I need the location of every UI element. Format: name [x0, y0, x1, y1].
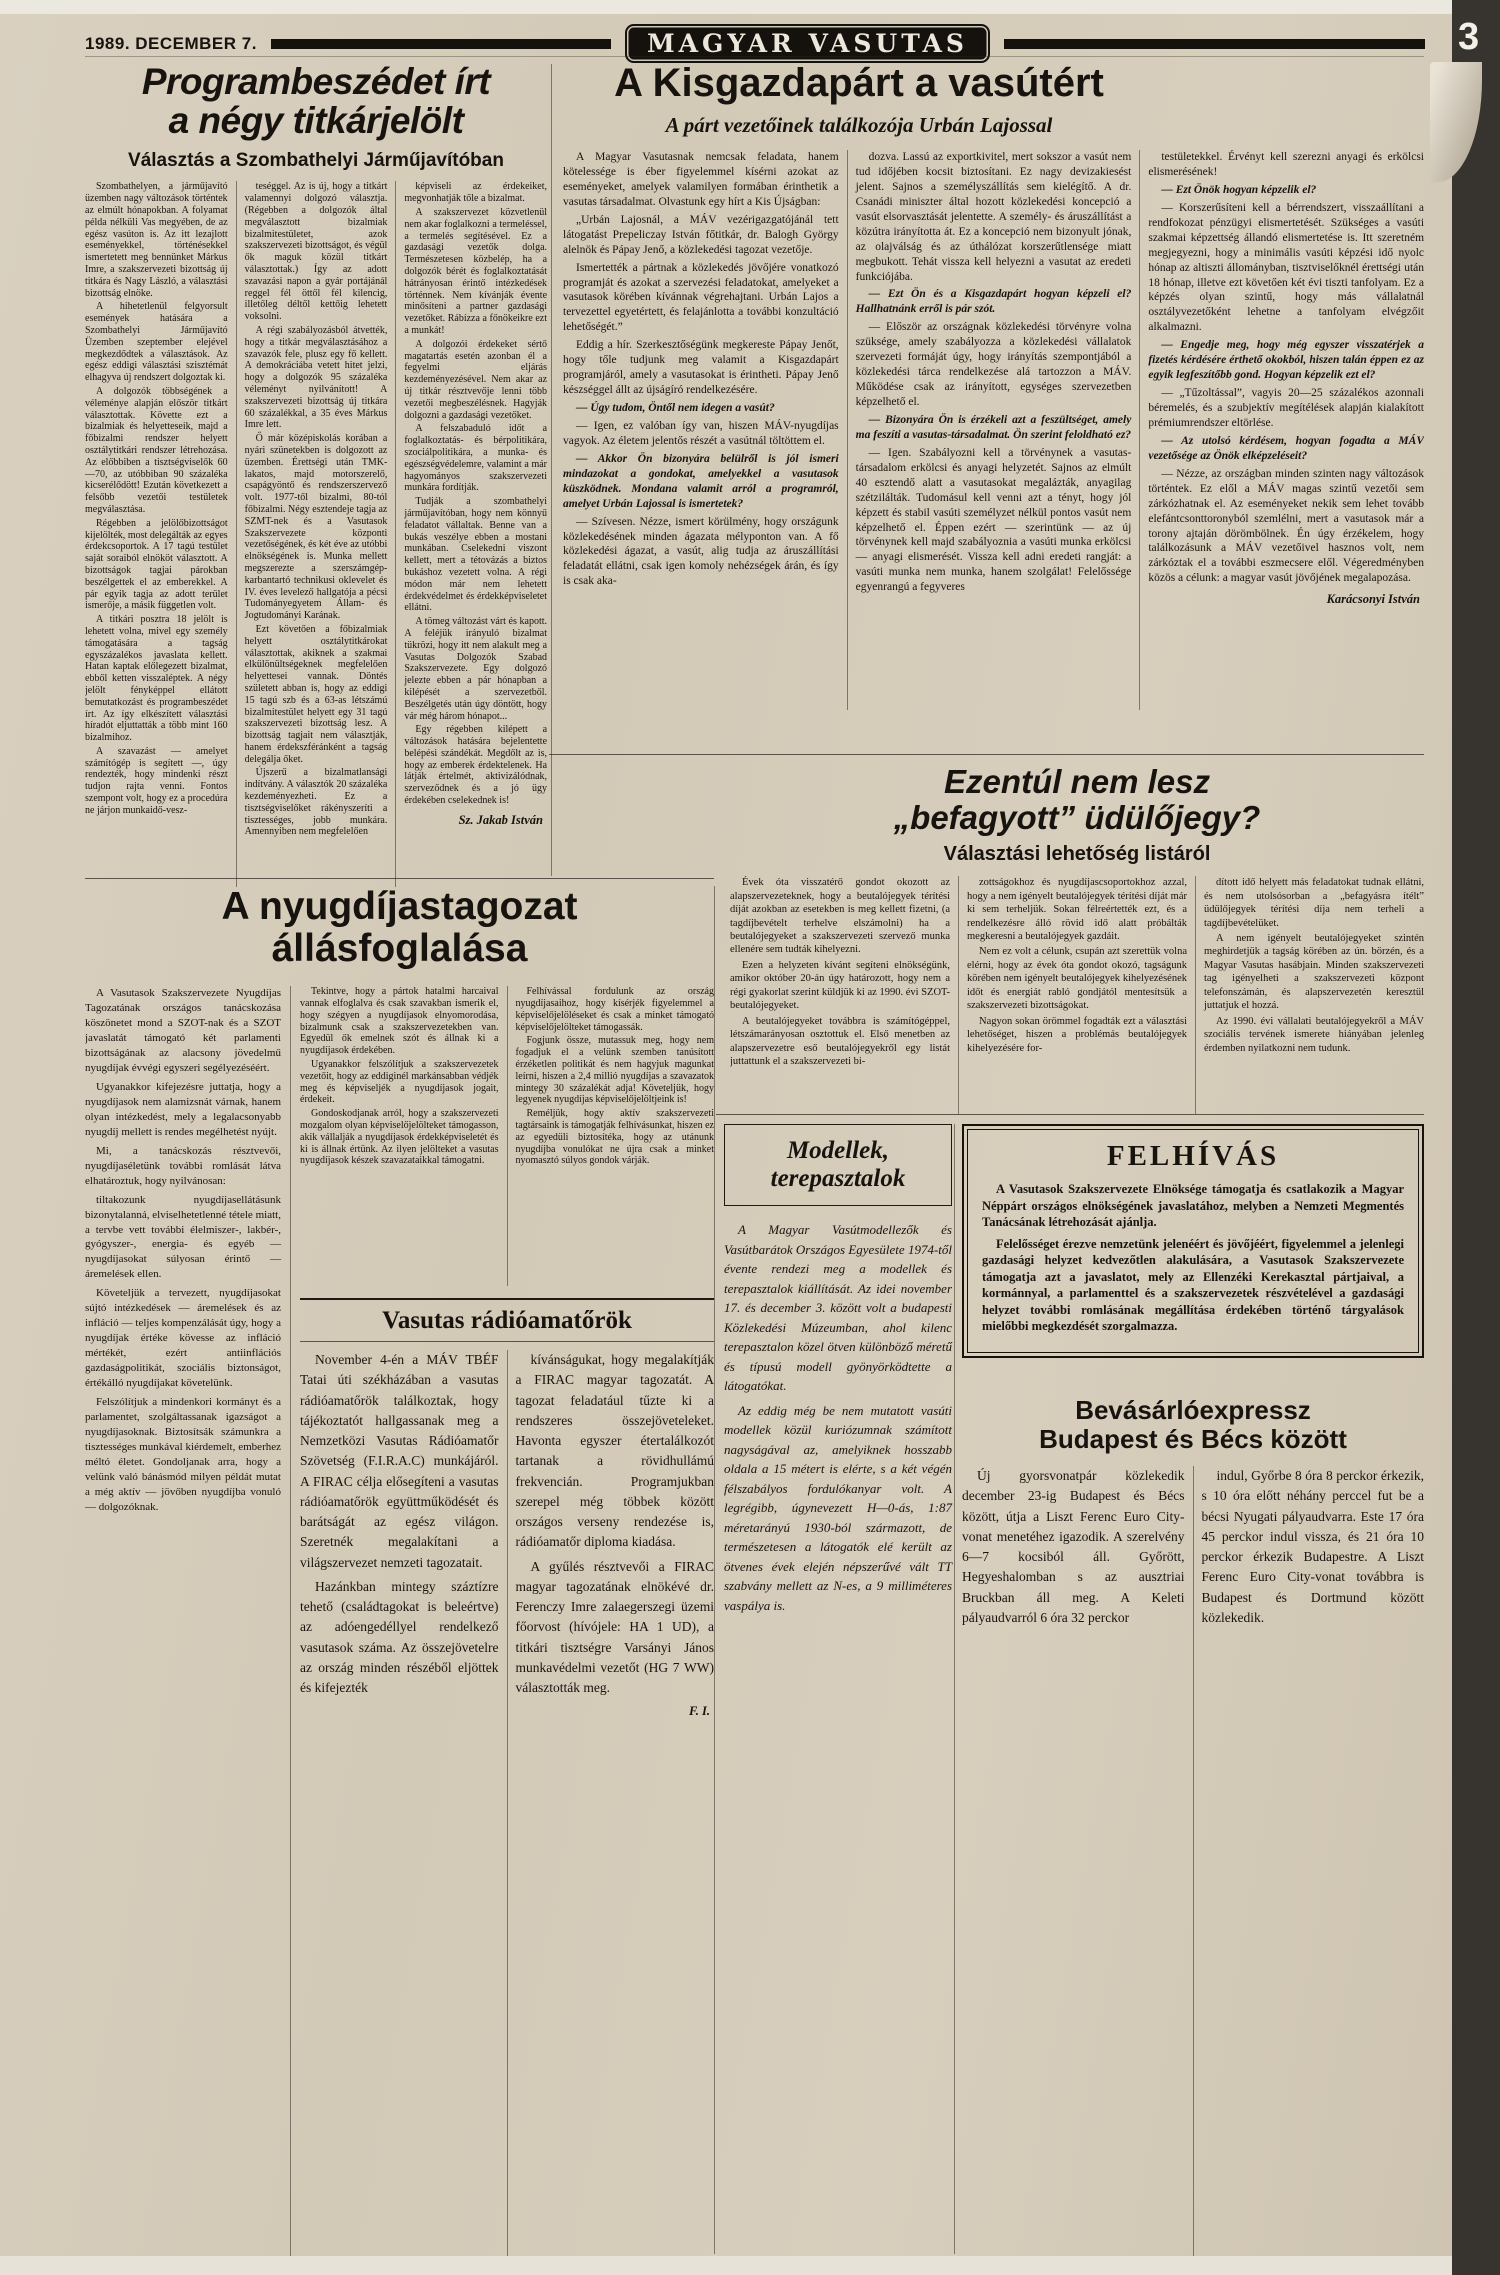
paragraph: November 4-én a MÁV TBÉF Tatai úti székházában a vasutas rádióamatőrök találkoztak, hogy tájékoztatót hallgassanak meg a Nemzetközi Vasutas Rádióamatőr Szövetség (F.I.R.A.C) munkájáról. A FIRAC célja elősegíteni a vasutas rádióamatőrök együttműködését és barátságát az egész világon. Szeretnék megalakítani a világszervezet nemzeti tagozatait. — [300, 1352, 499, 1570]
paragraph: — Szívesen. Nézze, ismert körülmény, hogy országunk közlekedésének minden ágazata mélyponton van. A fő közlekedési ágazat, a vasút, alig tudja az áruszállítási feladatát ellátni, csak igen komoly nehézségek árán, és így is csak aka- — [563, 515, 839, 588]
paragraph: — Az utolsó kérdésem, hogyan fogadta a MÁV vezetősége az Önök elképzeléseit? — [1148, 434, 1424, 462]
text-column — [1139, 150, 1424, 710]
article-columns — [563, 150, 1424, 710]
paragraph: Nagyon sokan örömmel fogadták ezt a választási lehetőséget, hiszen a problémás beutalójegyek kihelyezésére for- — [967, 1015, 1187, 1054]
paragraph: A titkári posztra 18 jelölt is lehetett volna, mivel egy személy támogatására a tagság egyszázalékos javaslata kellett. Hatan kaptak előlegezett bizalmat, ebből ketten visszaléptek. A négy jelölt fényképpel ellátott bemutatkozást és programbeszédet írt. Az így elkészített választási híradót eljuttatták a több mint 160 bizalmihoz. — [85, 614, 228, 744]
paragraph: — Ezt Ön és a Kisgazdapárt hogyan képzeli el? Hallhatnánk erről is pár szót. — [855, 288, 1132, 316]
paragraph: Nem ez volt a célunk, csupán azt szerettük volna elérni, hogy az évek óta gondot okozó, tagságunk körében nem igényelt beutalójegyek kihelyezésének időt és energiát rabló gondjától mentesítsük a szakszervezeti bizottságokat. — [967, 946, 1187, 1012]
page-header — [85, 24, 1425, 63]
headline-line1: Programbeszédet írt — [141, 61, 491, 102]
paragraph: A Magyar Vasutasnak nemcsak feladata, hanem kötelessége is éber figyelemmel kísérni azokat az eseményeket, amelyek valamilyen formában érinthetik a vasutas társadalmat. Olvastunk egy hírt a Kis Újságban: — [563, 151, 839, 208]
text-column — [1193, 1466, 1425, 2266]
headline-box — [724, 1124, 952, 1206]
paragraph: Követeljük a tervezett, nyugdíjasokat sújtó intézkedések — áremelések és az infláció — teljes kompenzálását úgy, hogy a nyugdíjak értéke kövesse az infláció mértékét, ezért antiinflációs gazdaságpolitikát, szociális biztonságot, értékálló nyugdíjakat követelünk. — [85, 1287, 281, 1390]
paragraph: — Ezt Önök hogyan képzelik el? — [1161, 183, 1317, 196]
article-body — [85, 986, 714, 2275]
paragraph: A dolgozói érdekeket sértő magatartás esetén azonban él a fegyelmi eljárás kezdeményezésével. Nem akar az új titkár résztvevője lenni több vezetői megbeszélésnek. Hagyják dolgozni a gazdasági vezetőket. — [404, 338, 547, 421]
column-text — [1148, 150, 1424, 586]
paragraph: A Magyar Vasútmodellezők és Vasútbarátok Országos Egyesülete 1974-től évente rendezi meg a modellek és terepasztalok kiállítását. Az idei november 17. és december 3. között volt a budapesti Közlekedési Múzeumban, ahol kilenc terepasztalon közel ötven különböző méretű és típusú modell gyönyörködtette a látogatókat. — [724, 1222, 952, 1393]
paragraph: Eddig a hír. Szerkesztőségünk megkereste Pápay Jenőt, hogy tőle tudjunk meg valamit a Kisgazdapárt programjáról, amely a vasutasokat is érintheti. Pápay Jenő készséggel állt az újságíró rendelkezésére. — [563, 339, 839, 397]
paragraph: Reméljük, hogy aktív szakszervezeti tagtársaink is támogatják felhívásunkat, hiszen ez az egyedüli biztosítéka, hogy az utánunk nyugdíjba vonulókat ne újra csak a minket nyomasztó súlyos gondok várják. — [515, 1108, 714, 1167]
article-udulojegy — [716, 764, 1424, 1114]
article-columns — [962, 1466, 1424, 2266]
notice-body — [982, 1181, 1404, 1335]
article-subhead: Választás a Szombathelyi Járműjavítóban — [128, 150, 504, 172]
text-column — [962, 1466, 1193, 2266]
paragraph: Egy régebben kilépett a változások hatására bejelentette belépési szándékát. Megdőlt az is, hogy az emberek érdektelenek. Ha látják értelmét, aktivizálódnak, szerveződnek és a jó ügy érdekében cselekednek is! — [404, 724, 547, 807]
headline-line2: „befagyott” üdülőjegy? — [893, 798, 1261, 836]
paragraph: Felelősséget érezve nemzetünk jelenéért és jövőjéért, figyelemmel a jelenlegi gazdasági helyzet kedvezőtlen alakulására, a Vasutasok Szakszervezete támogatja azt a javaslatot, mely az Ellenzéki Kerekasztal pártjaival, a kormánnyal, a parlamenttel és a szakszervezetek részvételével a gazdasági helyzet további romlásának megállítása érdekében történő tárgyalások mielőbbi megkezdését szorgalmazza. — [982, 1236, 1404, 1333]
paragraph: Felszólítjuk a mindenkori kormányt és a parlamentet, szolgáltassanak igazságot a nyugdíjasoknak. Biztosítsák számunkra a tisztességes munkával kiérdemelt, emberhez méltó életet. Gondoljanak arra, hogy a velünk való bánásmód milyen példát mutat a még aktív — jövőben nyugdíjba vonuló — dolgozóknak. — [85, 1396, 281, 1513]
article-kisgazdapart — [549, 62, 1424, 710]
article-columns — [300, 986, 714, 1286]
divider — [714, 886, 715, 2254]
column-text — [404, 181, 547, 806]
paragraph: — Akkor Ön bizonyára belülről is jól ismeri mindazokat a gondokat, amelyekkel a vasutasok küszködnek. Mondana valamit arról a programról, amelyet Urbán Lajossal is ismertetek? — [563, 452, 839, 510]
paragraph: testületekkel. Érvényt kell szerezni anyagi és erkölcsi elismerésének! — [1148, 151, 1424, 178]
paragraph: képviseli az érdekeiket, megvonhatják tőle a bizalmat. — [404, 181, 547, 205]
paragraph: Tekintve, hogy a pártok hatalmi harcaival vannak elfoglalva és csak szavakban ismerik el, hogy szégyen a nyugdíjasok elnyomorodása, bizalmunk csak a szakszervezetekben van. Egyedül ők emelnek szót és állnak ki a nyugdíjasok érdekében. — [300, 986, 499, 1057]
paragraph: zottságokhoz és nyugdíjascsoportokhoz azzal, hogy a nem igényelt beutalójegyek térítési díját már ki sem terheljük. Sokan félreértették ezt, és a rendelkezésre álló rövid idő alatt próbálták megkeresni a beutalójegyek gazdáit. — [967, 877, 1187, 942]
paragraph: — Először az országnak közlekedési törvényre volna szüksége, amely szabályozza a közlekedési vállalatok szervezeti formáját úgy, hogy irányítás szempontjából a közlekedési tárca rendelkezése alá tartozzon a MÁV. Működése csak az irányított, egységes szervezetben képzelhető el. — [855, 321, 1132, 408]
text-column — [1195, 876, 1424, 1114]
article-headline: A Kisgazdapárt a vasútért — [614, 61, 1104, 105]
text-column — [300, 1350, 507, 2275]
headline-line1: A nyugdíjastagozat — [221, 885, 578, 928]
paragraph: Új gyorsvonatpár közlekedik december 23-ig Budapest és Bécs között, útja a Liszt Ferenc Euro City-vonat menetéhez igazodik. A szerelvény 6—7 kocsiból áll. Győrött, Hegyeshalomban s az ausztriai Bruckban áll meg. A Keleti pályaudvarról 6 óra 32 perckor — [962, 1468, 1185, 1625]
divider — [549, 754, 1424, 755]
page-number: 3 — [1458, 16, 1480, 58]
divider — [716, 1114, 1424, 1115]
article-bevasarloexpressz — [962, 1396, 1424, 2266]
paragraph: Régebben a jelölőbizottságot kijelölték, most delegálták az egyes érdekcsoportok. A 17 tagú testület saját soraiból elnököt választott. A bizottságok tagjai párokban beszélgettek el az emberekkel. A pár egyik tagja az adott terület ismerője, a másik független volt. — [85, 517, 228, 612]
headline-block — [579, 62, 1139, 138]
notice-felhivas — [962, 1124, 1424, 1358]
article-headline — [962, 1396, 1424, 1454]
paragraph: Ezen a helyzeten kívánt segíteni elnökségünk, amikor október 20-án úgy határozott, hogy nem a régi gyakorlat szerint küldjük ki az 1990. évi SZOT-beutalójegyeket. — [730, 959, 950, 1012]
article-headline — [130, 886, 670, 970]
paragraph: A beutalójegyeket továbbra is számítógéppel, létszámarányosan osztottuk el. Első menetben az alapszervezetre eső beutalójegyekről egy listát juttattunk el a szakszervezeti bi- — [730, 1015, 950, 1067]
byline: F. I. — [689, 1704, 710, 1719]
paragraph: Hazánkban mintegy száztízre tehető (családtagokat is beleértve) az adóengedéllyel rendelkező vasutasok száma. Az összejövetelre az ország minden részéből eljöttek és kifejezték — [300, 1578, 499, 1696]
article-radioamatorok — [300, 1298, 714, 2275]
paragraph: Felhívással fordulunk az ország nyugdíjasaihoz, hogy kísérjék figyelemmel a képviselőjelöléseket és csak a minket támogató képviselőjelölteket támogassák. — [515, 986, 714, 1033]
paragraph: dított idő helyett más feladatokat tudnak ellátni, és nem utolsósorban a „befagyásra ítélt” üdülőjegyek térítési díja nem terheli a tagdíjbevételüket. — [1204, 877, 1424, 929]
paragraph: kívánságukat, hogy megalakítják a FIRAC magyar tagozatát. A tagozat feladatául tűzte ki a rendszeres összejöveteleket. Havonta egyszer étertalálkozót tartanak a rövidhullámú frekvencián. Programjukban szerepel még többek között országos verseny rendezése is, rádióamatőr diploma kiadása. — [515, 1352, 714, 1550]
text-column — [85, 181, 236, 887]
article-headline — [85, 62, 547, 140]
paragraph: A gyűlés résztvevői a FIRAC magyar tagozatának elnökévé dr. Ferenczy Imre zalaegerszegi üzemi főorvost (hívójele: HA 1 UD), a titkári tisztségre Varsányi János munkavédelmi vezetőt (HG 7 WW) választották meg. — [515, 1558, 714, 1696]
text-column — [563, 150, 847, 710]
paragraph: A Vasutasok Szakszervezete Nyugdíjas Tagozatának országos tanácskozása köszönetet mond a SZOT-nak és a SZOT javaslatát támogató két parlamenti bizottságának az alacsony jövedelmű nyugdíjak évvégi egyszeri segélyezéséért. — [85, 987, 281, 1074]
headline-line1: Bevásárlóexpressz — [1075, 1395, 1311, 1425]
paper-top-edge — [0, 0, 1452, 14]
article-subhead: A párt vezetőinek találkozója Urbán Lajossal — [665, 113, 1053, 137]
paper-bottom-edge — [0, 2256, 1452, 2275]
article-nyugdijastagozat — [85, 886, 714, 2275]
paragraph: Gondoskodjanak arról, hogy a szakszervezeti mozgalom olyan képviselőjelölteket támogasson, akik vállalják a nyugdíjasok érdekképviseletét és ki is állnak értünk. Az ilyen jelölteket a vasutas nyugdíjasok készek szavazataikkal támogatni. — [300, 1108, 499, 1167]
article-right-area — [291, 986, 714, 2275]
paragraph: A dolgozók többségének a véleménye alapján először titkárt választottak. Követte ezt a bizalmiak és helyetteseik, majd a főbizalmi rendszer helyett osztálytitkári rendszer létrehozása. Az előbbiben a tisztségviselők 60—70, az utóbbiban 90 százaléka kicserélődött! Ezután következett a felsőbb vezetői testületek megválasztása. — [85, 385, 228, 515]
column-text — [516, 1350, 715, 1698]
text-column — [395, 181, 547, 887]
paragraph: A szakszervezet közvetlenül nem akar foglalkozni a termeléssel, a termelés segítésével. Ez a gazdasági vezetők dolga. Természetesen közbelép, ha a dolgozók bérét és foglalkoztatását hátrányosan érintő intézkedések történnek. Nem kívánják évente minősíteni a partner gazdasági vezetőket. Rábízza a főnökeikre ezt a munkát! — [404, 207, 547, 336]
text-column — [730, 876, 958, 1114]
paragraph: — Igen, ez valóban így van, hiszen MÁV-nyugdíjas vagyok. Az életem jelentős részét a vasútnál töltöttem el. — [563, 419, 839, 447]
paragraph: Ugyanakkor felszólítjuk a szakszervezetek vezetőit, hogy az eddiginél markánsabban védjék meg és képviseljék a nyugdíjasok jogait, érdekeit. — [300, 1059, 499, 1106]
paragraph: dozva. Lassú az exportkivitel, mert sokszor a vasút nem tud időjében kocsit biztosítani. Ez nagy devizakiesést jelent. Sajnos a személyszállítás sem kielégítő. A dr. Csanádi miniszter által hozott közlekedési koncepció a vasút elsorvasztását jelentette. A személy- és áruszállítást a közútra irányította át. Ez a koncepció nem bizonyult jónak, az olajválság és az úthálózat korszerűtlensége miatt megbukott. Tehát vissza kell helyezni a vasutat az eredeti funkciójába. — [855, 151, 1132, 283]
notice-inner-frame — [967, 1129, 1419, 1353]
paragraph: — Engedje meg, hogy még egyszer visszatérjek a fizetés kérdésére érthető okokból, hiszen talán éppen ez az egyik legfeszítőbb gond. Hogyan képzelik ezt el? — [1148, 339, 1424, 382]
paragraph: A régi szabályozásból átvették, hogy a titkár megválasztásához a szavazók fele, plusz egy fő kellett. A demokráciába vetett hitet jelzi, hogy a dolgozók 95 százaléka véleményt nyilvánított! A szakszervezeti bizottság új titkára 60 százalékkal, a 35 éves Márkus Imre lett. — [244, 325, 388, 431]
paragraph: Ismertették a pártnak a közlekedés jövőjére vonatkozó programját és azokat a szervezési feladatokat, amelyeket a vasutasok körében kívánnak végrehajtani. Urbán Lajos a tervezettel egyetértett, és felajánlotta a további konzultáció lehetőségét.” — [563, 261, 839, 334]
paragraph: A Vasutasok Szakszervezete Elnöksége támogatja és csatlakozik a Magyar Néppárt országos elnökségének javaslatához, melyben a Nemzeti Megmentés Tanácsának létrehozását ajánlja. — [982, 1182, 1404, 1229]
article-subhead: Választási lehetőség listáról — [943, 843, 1211, 866]
headline-line1: Modellek, — [786, 1137, 890, 1164]
paragraph: Újszerű a bizalmatlansági indítvány. A választók 20 százaléka kezdeményezheti. Ez a tisztségviselőket rákényszeríti a tisztességes, jobb munkára. Amennyiben nem megfelelően — [244, 767, 388, 838]
notice-title: FELHÍVÁS — [1106, 1140, 1280, 1172]
text-column — [847, 150, 1140, 710]
text-column — [507, 986, 715, 1286]
divider — [85, 56, 1424, 57]
paragraph: teséggel. Az is új, hogy a titkárt valamennyi dolgozó választja. (Régebben a dolgozók által megválasztott bizalmiak bizalmitestületet, azok szakszervezeti bizottságot, és végül ők maguk közül titkárt választottak.) Így az adott szavazási napon a gyár portájánál reggel fél öttől fél kilencig, illetőleg déltől kettőig lehetett voksolni. — [244, 181, 388, 323]
paragraph: Évek óta visszatérő gondot okozott az alapszervezeteknek, hogy a beutalójegyek térítési díját azokban az esetekben is meg kellett fizetni, (a tagdíjbevételt terhelve elszámolni) ha a beutalójegyeket a szakszervezeti szervező munka ellenére sem tudták kihelyezni. — [730, 877, 950, 956]
headline-line1: Ezentúl nem lesz — [944, 763, 1210, 800]
paragraph: tiltakozunk nyugdíjasellátásunk bizonytalanná, elviselhetetlenné tétele miatt, a tervbe vett további élelmiszer-, lakbér-, gyógyszer-, energia- és egyéb — nyugdíjasokat súlyosan érintő — áremelések ellen. — [85, 1193, 281, 1281]
text-column — [236, 181, 396, 887]
article-headline: Vasutas rádióamatőrök — [300, 1307, 714, 1342]
headline-line2: a négy titkárjelölt — [168, 100, 464, 142]
article-headline — [730, 764, 1424, 835]
article-columns — [85, 181, 547, 887]
paragraph: A nem igényelt beutalójegyeket szintén meghirdetjük a tagság körében az ún. börzén, és a Magyar Vasutas hasábjain. Minden szakszervezeti tag igényelheti a szakszervezeti központ telefonszámán, és alapszervezetén keresztül juttatjuk el hozzá. — [1204, 933, 1424, 1012]
byline: Sz. Jakab István — [458, 812, 544, 827]
headline-line2: terepasztalok — [770, 1165, 906, 1192]
paragraph: indul, Győrbe 8 óra 8 perckor érkezik, s 10 óra előtt néhány perccel fut be a bécsi Nyugati pályaudvarra. Este 17 óra 45 perckor indul vissza, és 21 óra 10 perckor érkezik Budapestre. A Liszt Ferenc Euro City-vonat továbbra is Budapest és Dortmund között közlekedik. — [1201, 1468, 1424, 1625]
paragraph: Tudják a szombathelyi járműjavítóban, hogy nem könnyű feladatot vállaltak. Benne van a bukás veszélye ebben a mostani munkában. Cselekedni viszont kellett, mert a tétovázás a biztos bukáshoz vezetett volna. A régi módon már nem lehetett érdekvédelmet és érdekképviseletet ellátni. — [404, 496, 547, 614]
paragraph: Ugyanakkor kifejezésre juttatja, hogy a nyugdíjasok nem alamizsnát várnak, hanem olyan intézkedést, mely a legalacsonyabb nyugdíj mellett is rendes megélhetést nyújt. — [85, 1080, 281, 1138]
article-columns — [300, 1350, 714, 2275]
header-bar-left — [271, 39, 611, 49]
article-modellek — [724, 1124, 952, 1620]
byline: Karácsonyi István — [1326, 592, 1421, 607]
article-headline — [733, 1137, 943, 1193]
headline-line2: Budapest és Bécs között — [1039, 1424, 1347, 1455]
paragraph: — Igen. Szabályozni kell a törvénynek a vasutas-társadalom erkölcsi és anyagi helyzetét. Sajnos az elmúlt 40 esztendő alatt a vasutasokat megalázták, anyagilag szétzilálták. Tudomásul kell venni azt a tényt, hogy jól képzett és stabil vasúti személyzet nélkül pontos vasút nem képzelhető el. Éppen ezért — szerintünk — az új törvénynek kell majd szabályoznia a vasúti munka erkölcsi — anyagi elismerését. Vissza kell adni eredeti rangját: a vasúti munka nem munka, hanem szolgálat! Felelőssége egyenrangú a fegyveres — [855, 446, 1132, 594]
text-column — [85, 986, 291, 2275]
divider — [954, 1124, 955, 2254]
paragraph: — Bizonyára Ön is érzékeli azt a feszültséget, amely ma feszíti a vasutas-társadalmat. Ön szerint feloldható ez? — [855, 413, 1132, 441]
masthead-title: MAGYAR VASUTAS — [625, 24, 990, 63]
divider — [85, 878, 714, 879]
issue-date: 1989. DECEMBER 7. — [85, 33, 257, 53]
text-column — [300, 986, 507, 1286]
paragraph: Szombathelyen, a járműjavító üzemben nagy változások történtek az elmúlt hónapokban. A folyamat példa nélküli Vas megyében, de az egész vasúton is. Az itt lezajlott eseményekkel, történésekkel ismertetett meg bennünket Márkus Imre, a szakszervezeti bizottság új titkára és Nagy László, a választási bizottság elnöke. — [85, 181, 228, 299]
article-columns — [730, 876, 1424, 1114]
paragraph: Mi, a tanácskozás résztvevői, nyugdíjaséletünk további romlását látva elhatároztuk, hogy nyilvánosan: — [85, 1144, 281, 1187]
article-body — [724, 1220, 952, 1615]
text-column — [507, 1350, 715, 2275]
paragraph: Ő már középiskolás korában a nyári szünetekben is dolgozott az üzemben. Érettségi után TMK-lakatos, majd motorszerelő, csapágyöntő és rendszerszervező volt. 1977-től bizalmi, 80-tól főbizalmi. Négy esztendeje tagja az SZMT-nek és a Vasutasok Szakszervezete központi vezetőségének, és két éve az utóbbi elnökségének is. Munka mellett megszerezte a szerszámgép-karbantartó technikusi oklevelet és IV. éves levelező hallgatója a pécsi Tudományegyetem Állam- és Jogtudományi Karának. — [244, 433, 388, 622]
paragraph: „Urbán Lajosnál, a MÁV vezérigazgatójánál tett látogatást Prepeliczay István főtitkár, dr. Balogh György alelnök és Pápay Jenő, a közlekedési tagozat vezetője. — [563, 213, 839, 256]
header-bar-right — [1004, 39, 1425, 49]
paragraph: Az 1990. évi vállalati beutalójegyekről a MÁV szociális tervének ismerete hiányában jelenleg érdemben nyilatkozni nem tudunk. — [1204, 1015, 1424, 1054]
paragraph: — Korszerűsíteni kell a bérrendszert, visszaállítani a rendfokozat pénzügyi elismertetését. Szükséges a vasúti szakmai képzettség állandó elismertetése is. Itt szeretném megjegyezni, hogy a minimális vasúti képzési idő nyolc hónap az altiszti állományban, tisztviselőknél érettségi után 18 hónap, illetve ezt követően két évi tiszti tanfolyam. Ez a képzés olyan szintű, hogy más vállalatnál osztályvezetőként lehetne a tanfolyam elvégzőit alkalmazni. — [1148, 201, 1424, 334]
paragraph: — „Tűzoltással”, vagyis 20—25 százalékos azonnali béremelés, és a szubjektív megítélések alapján kialakított prémiumrendszer eltörlése. — [1148, 387, 1424, 429]
text-column — [958, 876, 1195, 1114]
paragraph: Ezt követően a főbizalmiak helyett osztálytitkárokat választottak, akiknek a szakmai elkülönültségeknek megfelelően helyettesei vannak. Döntés született abban is, hogy az eddigi 15 tagú szb és a 63-as létszámú bizalmitestület helyett egy 31 tagú szakszervezeti bizottság lesz. A bizottság tagjait nem választják, hanem érdekszféránként a tagság delegálja őket. — [244, 623, 388, 765]
paragraph: A felszabaduló időt a foglalkoztatás- és bérpolitikára, szociálpolitikára, a munka- és egészségvédelemre, valamint a már hagyományos szakszervezeti munkára fordítják. — [404, 423, 547, 494]
headline-line2: állásfoglalása — [271, 927, 528, 971]
paragraph: — Nézze, az országban minden szinten nagy változások történtek. Ez elől a MÁV magas szintű vezetői sem zárkózhatnak el. Az eseményeket nekik sem lehet tovább elefántcsonttoronyból szemlélni, mert a vasutasok már a torony ajtaján dörömbölnek. Én úgy érzékelem, hogy találkozásunk a MÁV vezetőivel hasznos volt, nem zárkóztak el a további eszmecsere elől. Végeredményben közös a célunk: a magyar vasút jövőjének megalapozása. — [1148, 467, 1424, 585]
paragraph: A szavazást — amelyet számítógép is segített —, úgy rendezték, hogy mindenki részt tudjon rajta venni. Fontos szempont volt, hogy ez a procedúra ne járjon munkaidő-vesz- — [85, 745, 228, 816]
paragraph: — Úgy tudom, Öntől nem idegen a vasút? — [576, 402, 775, 414]
paragraph: Az eddig még be nem mutatott vasúti modellek közül kuriózumnak számított nagyságával az, amelyiknek hosszabb oldala a 15 métert is elérte, s a két végén félszabályos fordulókanyar volt. A legrégibb, úgynevezett H—0-ás, 1:87 méretarányú 1930-ból származott, de természetesen a látogatók elé került az ötvenes évek elején népszerűvé vált TT szabvány mellett az N-es, a 9 milliméteres vaspálya is. — [724, 1402, 952, 1613]
paragraph: Fogjunk össze, mutassuk meg, hogy nem fogadjuk el a velünk szemben tanúsított érzéketlen politikát és nem hagyjuk magunkat leírni, hiszen a 2,4 millió nyugdíjas a szavazatok mintegy 30 százalékát adja! Követeljük, hogy legyenek nyugdíjas képviselőjelöltjeink is! — [515, 1035, 714, 1106]
paragraph: A hihetetlenül felgyorsult események hatására a Szombathelyi Járműjavító Üzemben szeptember elejével megkezdődtek a választások. Az egész eddigi választási szisztémát elhagyva új rendszert dolgoztak ki. — [85, 301, 228, 384]
paragraph: A tömeg változást várt és kapott. A feléjük irányuló bizalmat tükrözi, hogy itt nem alakult meg a Vasutas Dolgozók Szabad Szakszervezete. Egy dolgozó jelezte ebben a pár hónapban a kilépését a szervezetből. Beszélgetés után úgy döntött, hogy vár még három hónapot... — [404, 616, 547, 722]
article-titkarjelolt — [85, 62, 547, 887]
scan-dark-edge — [1452, 0, 1500, 2275]
